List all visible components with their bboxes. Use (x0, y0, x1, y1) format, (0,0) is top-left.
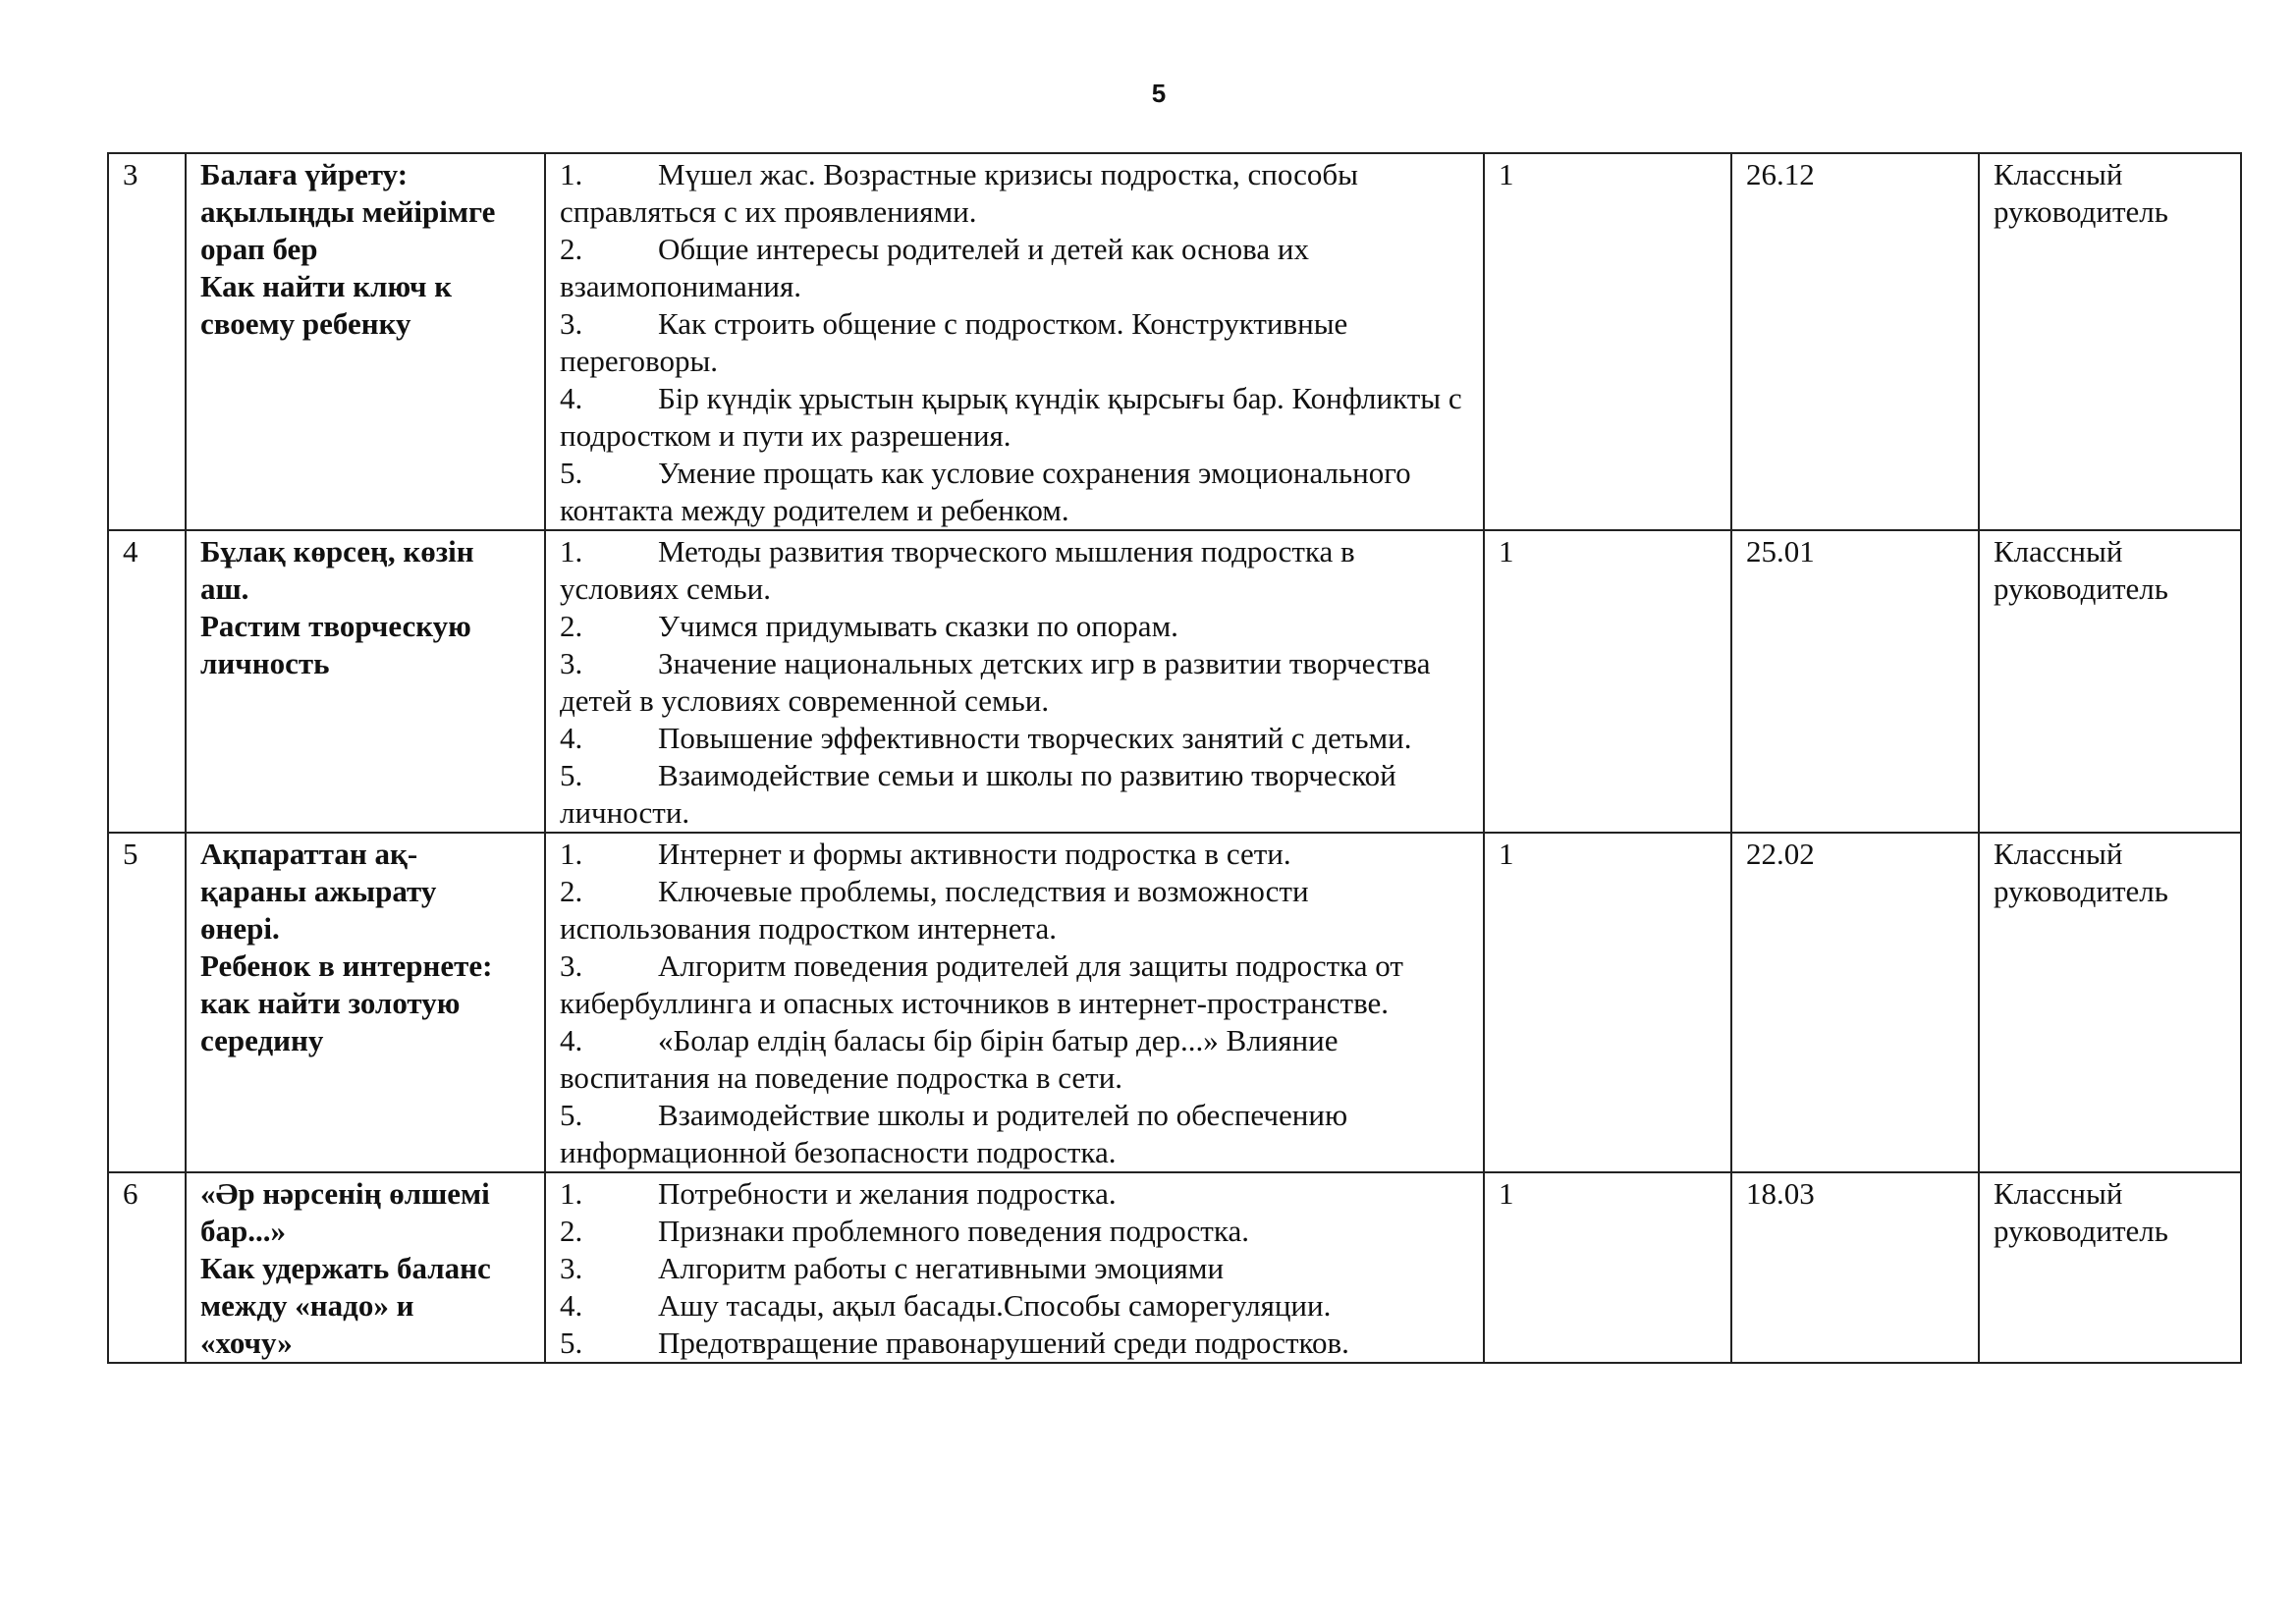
topic-line: «Әр нәрсенің өлшемі (200, 1176, 490, 1211)
responsible-line: руководитель (1994, 874, 2168, 908)
meeting-topic (186, 153, 545, 530)
topic-line: личность (200, 646, 330, 680)
list-item (560, 1250, 1469, 1287)
item-number: 3. (560, 306, 583, 341)
topic-line: өнері. (200, 911, 280, 946)
row-number: 5 (108, 833, 186, 1172)
responsible-person (1979, 530, 2241, 833)
item-text: Взаимодействие школы и родителей по обеспечению информационной безопасности подростка. (560, 1098, 1348, 1169)
item-text: Потребности и желания подростка. (658, 1176, 1117, 1211)
item-number: 3. (560, 646, 583, 680)
topic-line: Ақпараттан ақ- (200, 837, 418, 871)
responsible-person (1979, 833, 2241, 1172)
meeting-plan-table (107, 152, 2242, 1364)
item-text: Алгоритм работы с негативными эмоциями (658, 1251, 1225, 1285)
meeting-date: 22.02 (1731, 833, 1979, 1172)
item-number: 1. (560, 157, 583, 191)
list-item (560, 305, 1469, 380)
item-number: 2. (560, 1214, 583, 1248)
meeting-date: 18.03 (1731, 1172, 1979, 1363)
item-number: 4. (560, 1023, 583, 1057)
item-number: 4. (560, 721, 583, 755)
meeting-date: 25.01 (1731, 530, 1979, 833)
topic-line: Растим творческую (200, 609, 471, 643)
hours-count: 1 (1484, 530, 1731, 833)
list-item (560, 836, 1469, 873)
topic-line: Бұлақ көрсең, көзін (200, 534, 474, 568)
meeting-date: 26.12 (1731, 153, 1979, 530)
item-text: Взаимодействие семьи и школы по развитию творческой личности. (560, 758, 1396, 830)
responsible-person (1979, 1172, 2241, 1363)
list-item (560, 455, 1469, 529)
topic-line: ақылыңды мейірімге (200, 194, 496, 229)
list-item (560, 231, 1469, 305)
hours-count: 1 (1484, 153, 1731, 530)
item-text: Алгоритм поведения родителей для защиты подростка от кибербуллинга и опасных источников в интернет-пространстве. (560, 948, 1403, 1020)
item-number: 5. (560, 1326, 583, 1360)
list-item (560, 757, 1469, 832)
item-text: Ашу тасады, ақыл басады.Способы саморегуляции. (658, 1288, 1332, 1323)
meeting-topic (186, 1172, 545, 1363)
meeting-topic (186, 530, 545, 833)
item-text: Признаки проблемного поведения подростка. (658, 1214, 1249, 1248)
item-number: 2. (560, 609, 583, 643)
item-text: Методы развития творческого мышления подростка в условиях семьи. (560, 534, 1355, 606)
agenda-items (545, 530, 1484, 833)
table-row (108, 153, 2241, 530)
list-item (560, 1287, 1469, 1325)
item-number: 3. (560, 1251, 583, 1285)
topic-line: аш. (200, 571, 249, 606)
topic-line: середину (200, 1023, 324, 1057)
item-text: Учимся придумывать сказки по опорам. (658, 609, 1178, 643)
list-item (560, 947, 1469, 1022)
item-text: Значение национальных детских игр в развитии творчества детей в условиях современной семьи. (560, 646, 1431, 718)
row-number: 4 (108, 530, 186, 833)
item-number: 4. (560, 381, 583, 415)
table-row (108, 1172, 2241, 1363)
list-item (560, 873, 1469, 947)
topic-line: как найти золотую (200, 986, 461, 1020)
list-item (560, 1097, 1469, 1171)
item-number: 4. (560, 1288, 583, 1323)
item-number: 5. (560, 758, 583, 792)
hours-count: 1 (1484, 833, 1731, 1172)
item-text: Предотвращение правонарушений среди подростков. (658, 1326, 1349, 1360)
list-item (560, 533, 1469, 608)
topic-line: Балаға үйрету: (200, 157, 409, 191)
page-number: 5 (1151, 79, 1167, 108)
meeting-topic (186, 833, 545, 1172)
list-item (560, 156, 1469, 231)
responsible-line: руководитель (1994, 194, 2168, 229)
list-item (560, 380, 1469, 455)
topic-line: қараны ажырату (200, 874, 437, 908)
item-text: Как строить общение с подростком. Конструктивные переговоры. (560, 306, 1348, 378)
responsible-person (1979, 153, 2241, 530)
responsible-line: руководитель (1994, 571, 2168, 606)
list-item (560, 1213, 1469, 1250)
list-item (560, 1175, 1469, 1213)
topic-line: Как удержать баланс (200, 1251, 491, 1285)
item-text: Бір күндік ұрыстын қырық күндік қырсығы бар. Конфликты с подростком и пути их разрешения. (560, 381, 1462, 453)
responsible-line: Классный (1994, 1176, 2123, 1211)
item-text: Интернет и формы активности подростка в сети. (658, 837, 1291, 871)
item-text: Повышение эффективности творческих занятий с детьми. (658, 721, 1412, 755)
item-number: 3. (560, 948, 583, 983)
item-number: 5. (560, 1098, 583, 1132)
item-number: 1. (560, 1176, 583, 1211)
hours-count: 1 (1484, 1172, 1731, 1363)
agenda-items (545, 833, 1484, 1172)
topic-line: Как найти ключ к (200, 269, 453, 303)
list-item (560, 608, 1469, 645)
item-text: Общие интересы родителей и детей как основа их взаимопонимания. (560, 232, 1309, 303)
topic-line: «хочу» (200, 1326, 293, 1360)
row-number: 3 (108, 153, 186, 530)
item-number: 1. (560, 837, 583, 871)
responsible-line: Классный (1994, 534, 2123, 568)
list-item (560, 1325, 1469, 1362)
list-item (560, 645, 1469, 720)
topic-line: своему ребенку (200, 306, 411, 341)
item-number: 2. (560, 232, 583, 266)
item-number: 5. (560, 456, 583, 490)
topic-line: бар...» (200, 1214, 286, 1248)
agenda-items (545, 153, 1484, 530)
topic-line: Ребенок в интернете: (200, 948, 493, 983)
agenda-items (545, 1172, 1484, 1363)
table-row (108, 530, 2241, 833)
item-number: 1. (560, 534, 583, 568)
row-number: 6 (108, 1172, 186, 1363)
responsible-line: руководитель (1994, 1214, 2168, 1248)
item-text: «Болар елдің баласы бір бірін батыр дер...» Влияние воспитания на поведение подростка в сети. (560, 1023, 1339, 1095)
item-text: Ключевые проблемы, последствия и возможности использования подростком интернета. (560, 874, 1309, 946)
responsible-line: Классный (1994, 157, 2123, 191)
responsible-line: Классный (1994, 837, 2123, 871)
list-item (560, 1022, 1469, 1097)
list-item (560, 720, 1469, 757)
topic-line: орап бер (200, 232, 318, 266)
item-text: Умение прощать как условие сохранения эмоционального контакта между родителем и ребенком. (560, 456, 1411, 527)
item-text: Мүшел жас. Возрастные кризисы подростка, способы справляться с их проявлениями. (560, 157, 1358, 229)
topic-line: между «надо» и (200, 1288, 414, 1323)
item-number: 2. (560, 874, 583, 908)
table-row (108, 833, 2241, 1172)
